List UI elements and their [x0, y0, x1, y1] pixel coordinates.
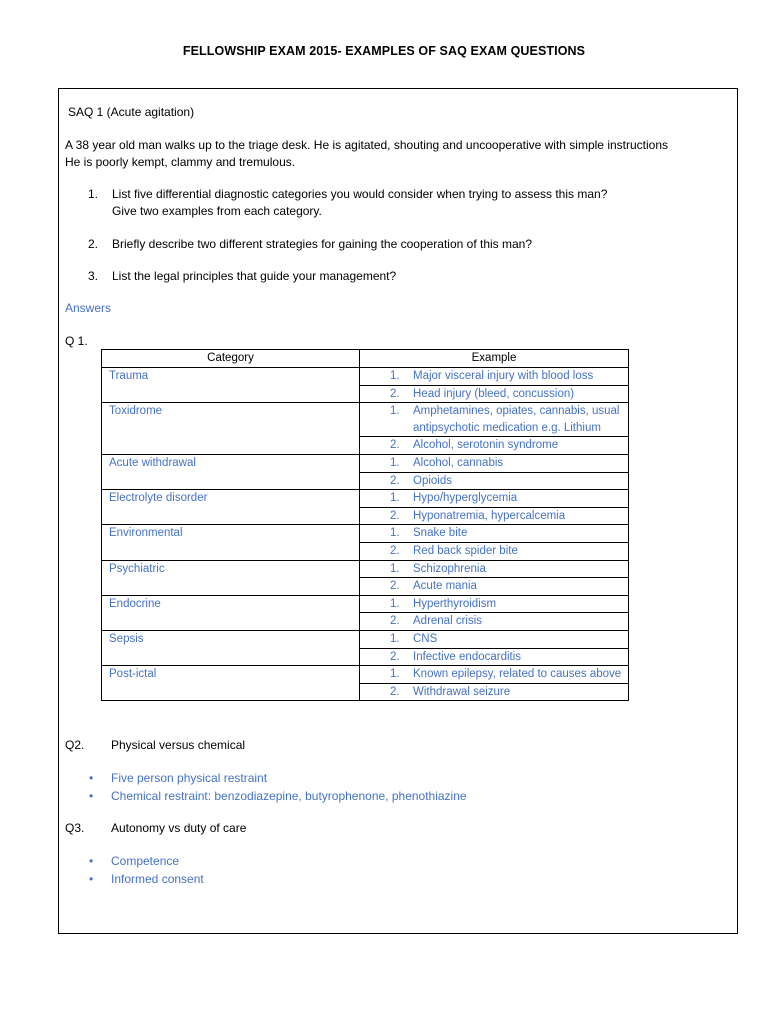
example-number: 2. — [390, 685, 400, 698]
category-header: Category — [102, 350, 360, 368]
example-text: Alcohol, serotonin syndrome — [413, 439, 559, 452]
example-cell — [360, 666, 629, 684]
example-text: Red back spider bite — [413, 544, 518, 557]
example-cell — [360, 542, 629, 560]
bullet-glyph: • — [89, 872, 94, 886]
category-cell: Electrolyte disorder — [102, 490, 360, 525]
q3-bullet-1 — [89, 853, 179, 870]
question-3 — [88, 268, 396, 285]
example-text: Head injury (bleed, concussion) — [413, 387, 575, 400]
q2-heading — [65, 737, 245, 754]
example-header: Example — [360, 350, 629, 368]
table-row — [102, 490, 629, 508]
example-number: 2. — [390, 439, 400, 452]
example-cell — [360, 403, 629, 437]
example-text: CNS — [413, 632, 438, 645]
q3-heading — [65, 820, 246, 837]
bullet-text: Chemical restraint: benzodiazepine, butyrophenone, phenothiazine — [111, 789, 467, 803]
example-text: Hypo/hyperglycemia — [413, 492, 518, 505]
category-cell: Psychiatric — [102, 560, 360, 595]
category-cell: Post-ictal — [102, 666, 360, 701]
question-1-line-2: Give two examples from each category. — [112, 204, 322, 218]
q1-label: Q 1. — [65, 334, 88, 348]
example-number: 1. — [390, 370, 400, 382]
q2-bullet-2 — [89, 788, 467, 805]
example-text: Acute mania — [413, 580, 477, 593]
example-number: 2. — [390, 580, 400, 593]
bullet-text: Five person physical restraint — [111, 771, 268, 785]
example-text: Alcohol, cannabis — [413, 456, 504, 469]
question-number: 3. — [88, 269, 99, 283]
bullet-glyph: • — [89, 789, 94, 803]
q2-label: Q2. — [65, 738, 85, 752]
example-number: 1. — [390, 632, 400, 645]
question-number: 1. — [88, 187, 99, 201]
table-row — [102, 560, 629, 578]
category-cell: Toxidrome — [102, 403, 360, 455]
example-number: 1. — [390, 562, 400, 575]
table-row — [102, 368, 629, 386]
category-cell: Acute withdrawal — [102, 454, 360, 489]
example-number: 1. — [390, 527, 400, 540]
example-text: Hyponatremia, hypercalcemia — [413, 509, 566, 522]
answers-label: Answers — [65, 301, 112, 315]
q3-heading-text: Autonomy vs duty of care — [111, 821, 247, 835]
example-cell — [360, 507, 629, 525]
example-number: 2. — [390, 544, 400, 557]
bullet-glyph: • — [89, 771, 94, 785]
example-cell — [360, 683, 629, 701]
example-cell — [360, 648, 629, 666]
example-text: Opioids — [413, 474, 452, 487]
example-number: 1. — [390, 492, 400, 505]
question-1 — [88, 186, 607, 203]
scenario-line-1: A 38 year old man walks up to the triage desk. He is agitated, shouting and uncooperative with simple instructions — [65, 138, 669, 152]
table-header-row — [102, 350, 629, 368]
category-cell: Environmental — [102, 525, 360, 560]
q2-heading-text: Physical versus chemical — [111, 738, 246, 752]
page-title: FELLOWSHIP EXAM 2015- EXAMPLES OF SAQ EXAM QUESTIONS — [182, 44, 586, 58]
table-row — [102, 666, 629, 684]
q3-label: Q3. — [65, 821, 85, 835]
example-cell — [360, 454, 629, 472]
category-cell: Trauma — [102, 368, 360, 403]
saq-heading: SAQ 1 (Acute agitation) — [68, 105, 195, 119]
example-text: Schizophrenia — [413, 562, 486, 575]
example-text: Known epilepsy, related to causes above — [413, 668, 622, 681]
q3-bullet-2 — [89, 871, 204, 888]
q2-bullet-1 — [89, 770, 267, 787]
example-number: 1. — [390, 405, 400, 418]
example-cell — [360, 595, 629, 613]
example-cell — [360, 613, 629, 631]
example-text: Amphetamines, opiates, cannabis, usual antipsychotic medication e.g. Lithium — [413, 405, 620, 434]
example-cell — [360, 630, 629, 648]
question-text: List the legal principles that guide your management? — [112, 269, 397, 283]
question-text: List five differential diagnostic categories you would consider when trying to assess this man? — [112, 187, 608, 201]
example-number: 2. — [390, 387, 400, 400]
example-cell — [360, 560, 629, 578]
example-cell — [360, 472, 629, 490]
example-number: 2. — [390, 650, 400, 663]
table-row — [102, 403, 629, 437]
example-text: Adrenal crisis — [413, 615, 483, 628]
table-row — [102, 454, 629, 472]
example-number: 1. — [390, 456, 400, 469]
example-text: Major visceral injury with blood loss — [413, 370, 594, 382]
example-number: 1. — [390, 597, 400, 610]
example-number: 1. — [390, 668, 400, 681]
example-number: 2. — [390, 509, 400, 522]
table-row — [102, 630, 629, 648]
example-text: Infective endocarditis — [413, 650, 522, 663]
scenario-line-2: He is poorly kempt, clammy and tremulous. — [65, 155, 296, 169]
example-text: Withdrawal seizure — [413, 685, 511, 698]
example-cell — [360, 578, 629, 596]
category-cell: Sepsis — [102, 630, 360, 665]
table-row — [102, 595, 629, 613]
bullet-text: Informed consent — [111, 872, 204, 886]
table-row — [102, 525, 629, 543]
answers-table — [101, 349, 629, 701]
question-number: 2. — [88, 237, 99, 251]
example-number: 2. — [390, 474, 400, 487]
example-cell — [360, 525, 629, 543]
example-text: Hyperthyroidism — [413, 597, 497, 610]
question-text: Briefly describe two different strategies for gaining the cooperation of this man? — [112, 237, 533, 251]
example-text: Snake bite — [413, 527, 468, 540]
question-2 — [88, 236, 532, 253]
answer-rows — [102, 368, 629, 701]
example-cell — [360, 490, 629, 508]
bullet-text: Competence — [111, 854, 180, 868]
example-cell — [360, 385, 629, 403]
example-number: 2. — [390, 615, 400, 628]
example-cell — [360, 368, 629, 386]
bullet-glyph: • — [89, 854, 94, 868]
example-cell — [360, 437, 629, 455]
category-cell: Endocrine — [102, 595, 360, 630]
